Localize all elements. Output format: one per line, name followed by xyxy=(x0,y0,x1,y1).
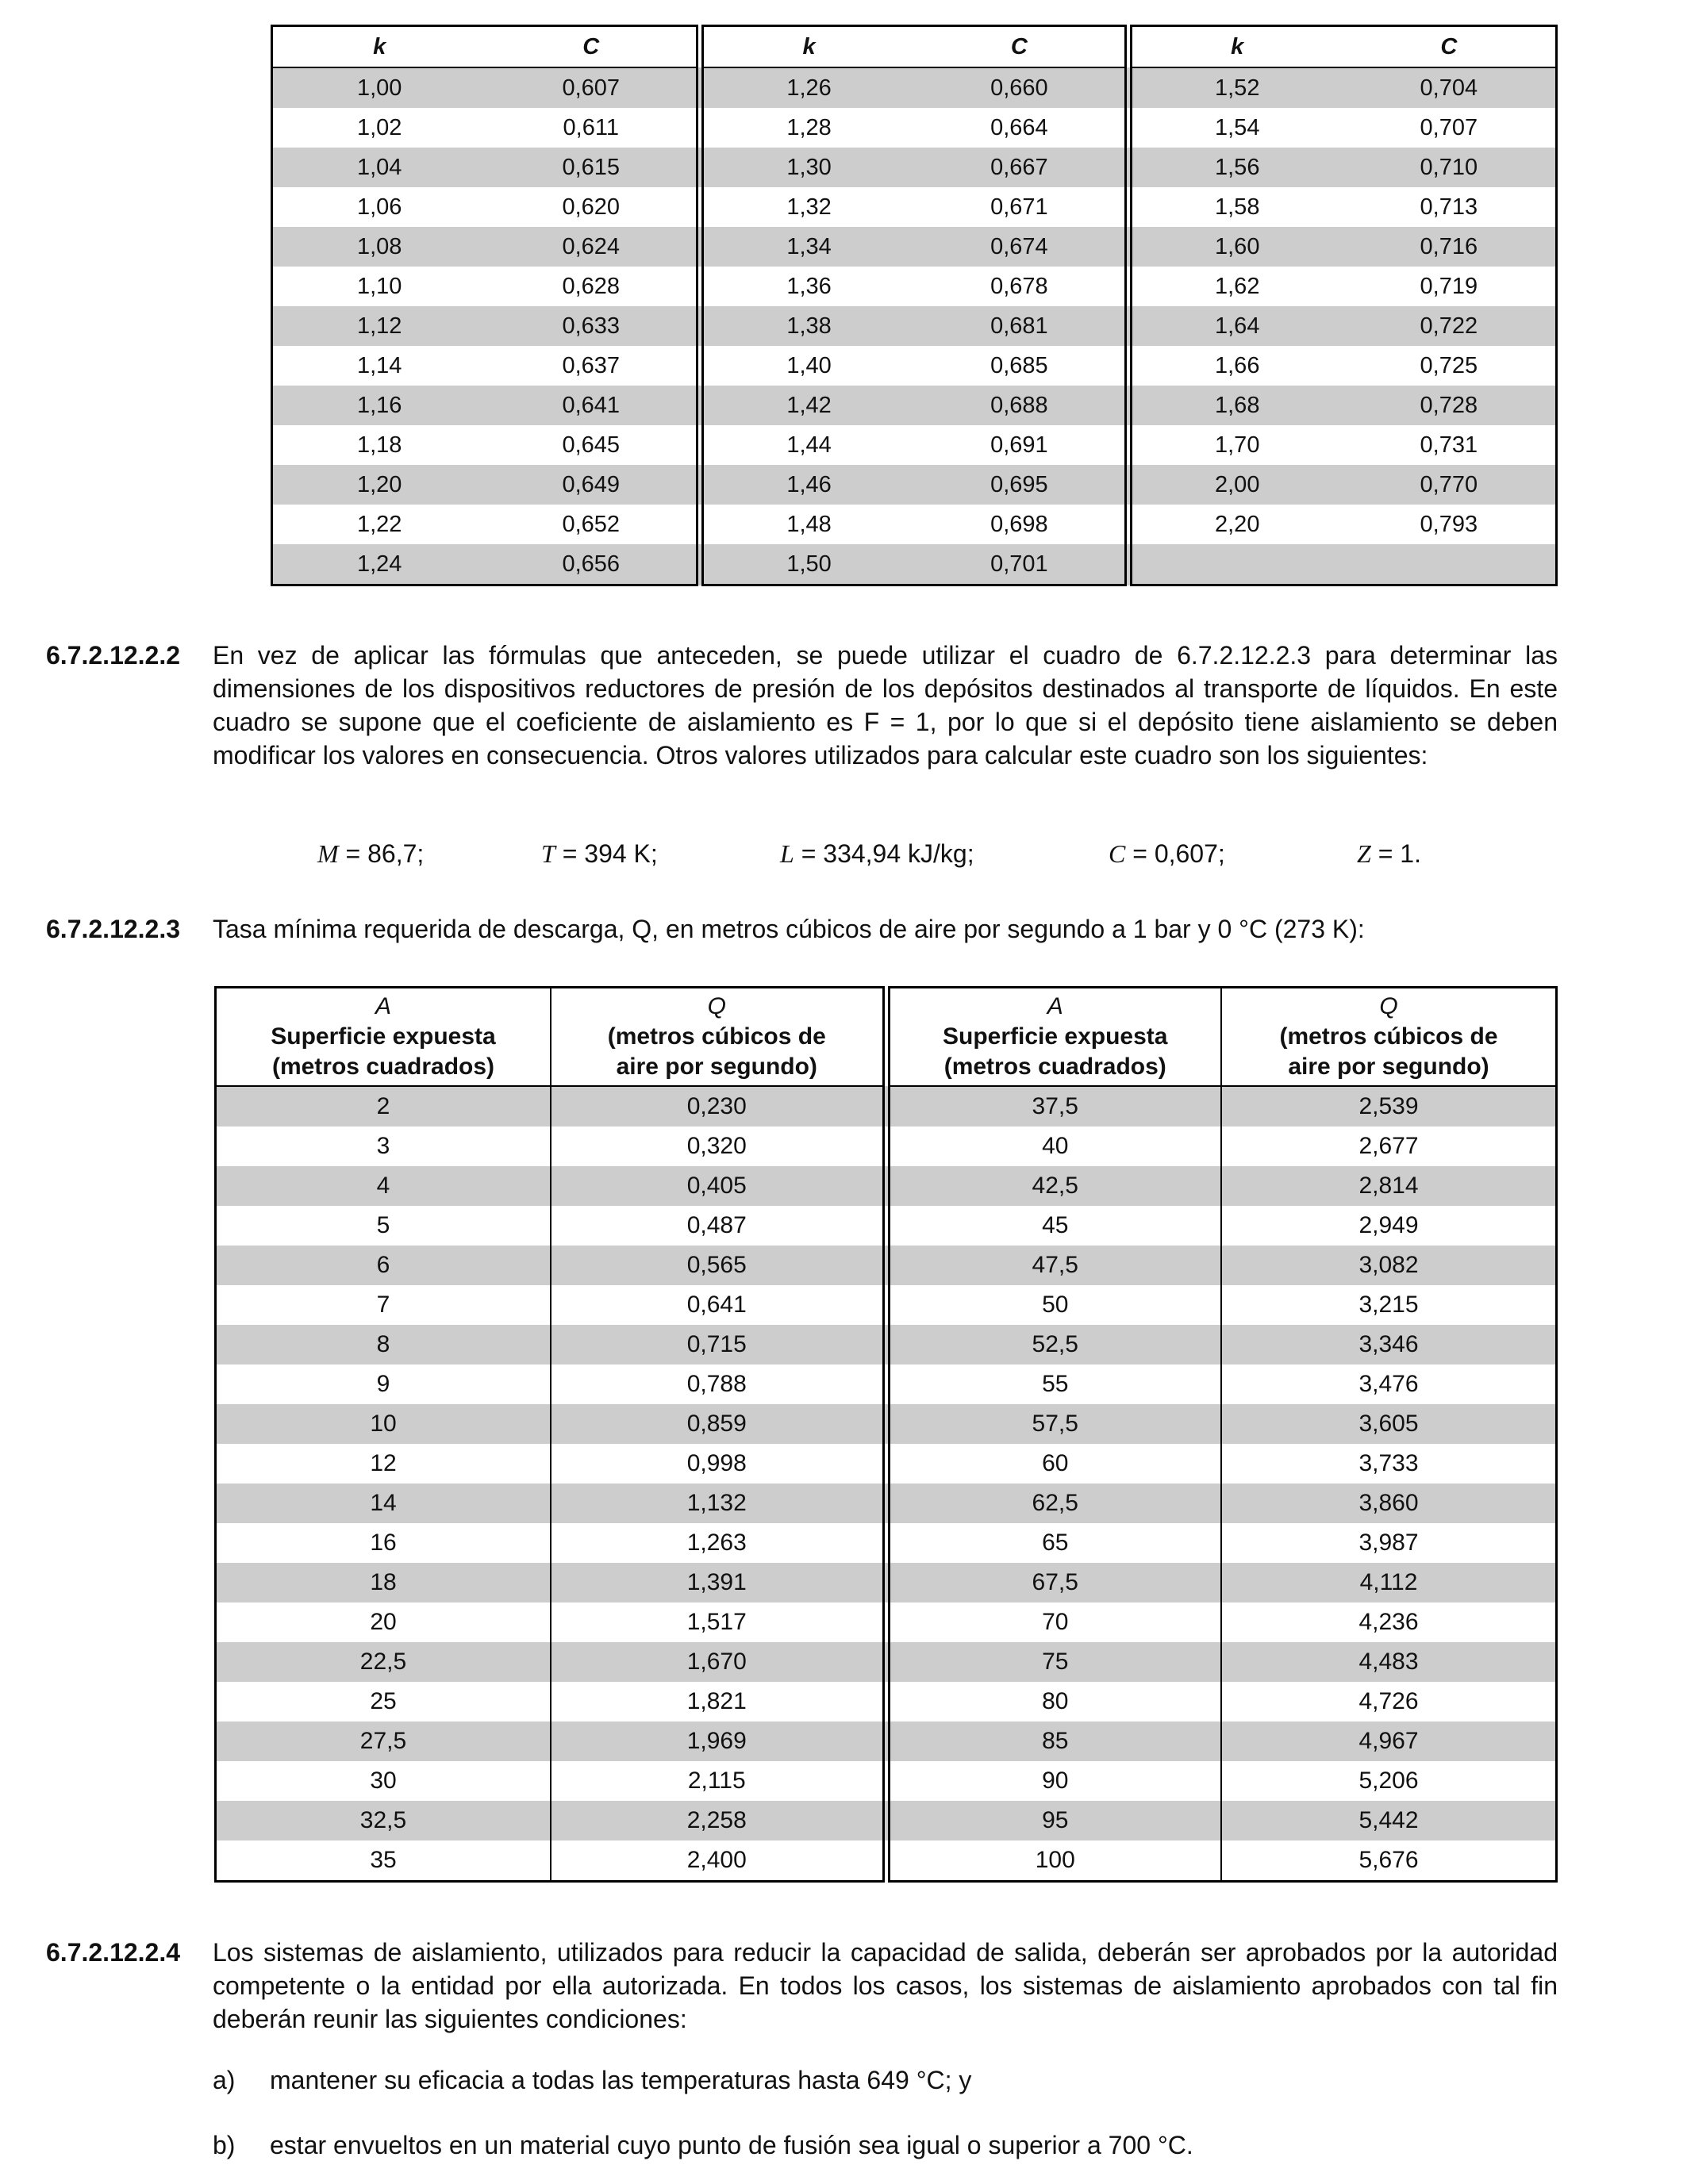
table-cell: 0,320 xyxy=(551,1127,886,1166)
table-header-row xyxy=(216,988,1557,1087)
table-cell: 0,859 xyxy=(551,1404,886,1444)
table-cell: 1,12 xyxy=(272,306,486,346)
table-cell: 1,821 xyxy=(551,1682,886,1721)
table-row xyxy=(216,1246,1557,1285)
table-cell: 0,698 xyxy=(914,505,1128,544)
variable-t: T xyxy=(541,839,555,868)
table-cell: 0,793 xyxy=(1420,511,1478,537)
table-cell: 0,615 xyxy=(486,148,700,187)
table-row xyxy=(216,1206,1557,1246)
table-cell: 37,5 xyxy=(886,1086,1222,1127)
table-cell: 4 xyxy=(216,1166,551,1206)
table-cell: 1,30 xyxy=(700,148,914,187)
variable-c: C xyxy=(1109,839,1126,868)
table-cell: 2,258 xyxy=(551,1801,886,1840)
table-cell: 1,64 xyxy=(1128,306,1343,346)
table-cell: 20 xyxy=(216,1602,551,1642)
table-cell: 0,678 xyxy=(914,267,1128,306)
table-cell: 14 xyxy=(216,1484,551,1523)
table-row xyxy=(216,1602,1557,1642)
table-cell: 5 xyxy=(216,1206,551,1246)
table-cell: 1,26 xyxy=(700,67,914,108)
table-cell: 1,62 xyxy=(1215,273,1260,299)
table-row xyxy=(272,346,1557,386)
table-cell: 0,656 xyxy=(486,544,700,585)
table-row xyxy=(272,187,1557,227)
table-cell: 1,44 xyxy=(786,432,832,458)
table-cell: 52,5 xyxy=(886,1325,1222,1365)
table-cell: 1,263 xyxy=(551,1523,886,1563)
formula-m xyxy=(317,839,424,869)
table-cell: 0,681 xyxy=(914,306,1128,346)
table-cell: 100 xyxy=(886,1840,1222,1882)
table-row xyxy=(216,1840,1557,1882)
table-cell: 0,722 xyxy=(1343,306,1557,346)
table-cell: 1,391 xyxy=(551,1563,886,1602)
table-cell: 1,04 xyxy=(272,148,486,187)
table-cell: 1,517 xyxy=(551,1602,886,1642)
header-line-1: Superficie expuesta xyxy=(943,1023,1168,1050)
header-line-1: (metros cúbicos de xyxy=(607,1023,826,1050)
table-cell: 3,733 xyxy=(1358,1450,1419,1476)
list-label: b) xyxy=(213,2131,236,2159)
table-row xyxy=(216,1642,1557,1682)
table-cell: 0,716 xyxy=(1343,227,1557,267)
header-variable: Q xyxy=(707,993,726,1019)
paragraph-text: Tasa mínima requerida de descarga, Q, en metros cúbicos de aire por segundo a 1 bar y 0 °C (273 K): xyxy=(213,915,1365,943)
table-cell: 1,22 xyxy=(356,511,402,537)
table-cell: 3,082 xyxy=(1221,1246,1557,1285)
table-cell: 1,02 xyxy=(356,114,402,140)
table-cell: 0,641 xyxy=(551,1285,886,1325)
table-row xyxy=(216,1484,1557,1523)
value-t: = 394 K; xyxy=(555,839,658,868)
table-cell: 0,649 xyxy=(486,465,700,505)
formula-l xyxy=(780,839,974,869)
header-line-1: (metros cúbicos de xyxy=(1279,1023,1498,1050)
table-cell: 1,06 xyxy=(356,194,402,220)
value-z: = 1. xyxy=(1370,839,1421,868)
table-cell: 1,08 xyxy=(272,227,486,267)
table-cell: 0,719 xyxy=(1420,273,1478,299)
header-line-1: Superficie expuesta xyxy=(271,1023,496,1050)
table-cell: 0,731 xyxy=(1420,432,1478,458)
table-cell: 0,405 xyxy=(551,1166,886,1206)
table-cell: 62,5 xyxy=(886,1484,1222,1523)
paragraph-6-7-2-12-2-4 xyxy=(46,1936,1558,2036)
table-row xyxy=(272,67,1557,108)
table-cell: 1,670 xyxy=(551,1642,886,1682)
table-cell xyxy=(1128,544,1343,585)
table-cell: 0,667 xyxy=(914,148,1128,187)
table-cell: 22,5 xyxy=(216,1642,551,1682)
table-row xyxy=(216,1127,1557,1166)
table-cell: 10 xyxy=(216,1404,551,1444)
table-cell: 0,628 xyxy=(486,267,700,306)
table-cell: 1,32 xyxy=(786,194,832,220)
column-header-discharge xyxy=(551,988,886,1087)
table-row xyxy=(272,267,1557,306)
table-cell: 1,132 xyxy=(551,1484,886,1523)
table-cell xyxy=(1343,544,1557,585)
table-cell: 80 xyxy=(886,1682,1222,1721)
table-row xyxy=(216,1721,1557,1761)
value-l: = 334,94 kJ/kg; xyxy=(794,839,974,868)
table-row xyxy=(216,1086,1557,1127)
table-cell: 1,28 xyxy=(786,114,832,140)
table-cell: 1,50 xyxy=(700,544,914,585)
table-cell: 0,660 xyxy=(914,67,1128,108)
column-header-discharge xyxy=(1221,988,1557,1087)
list-text: estar envueltos en un material cuyo punto de fusión sea igual o superior a 700 °C. xyxy=(270,2131,1193,2159)
table-cell: 1,68 xyxy=(1128,386,1343,425)
column-header-k: k xyxy=(272,26,486,68)
table-cell: 3,605 xyxy=(1221,1404,1557,1444)
paragraph-number: 6.7.2.12.2.4 xyxy=(46,1938,181,1967)
value-c: = 0,607; xyxy=(1125,839,1225,868)
table-row xyxy=(216,1523,1557,1563)
table-cell: 0,715 xyxy=(551,1325,886,1365)
header-variable: Q xyxy=(1379,993,1398,1019)
table-cell: 0,664 xyxy=(914,108,1128,148)
table-cell: 2,677 xyxy=(1358,1133,1419,1159)
table-cell: 4,726 xyxy=(1358,1688,1419,1714)
table-cell: 7 xyxy=(216,1285,551,1325)
table-cell: 0,607 xyxy=(486,67,700,108)
table-cell: 2,00 xyxy=(1128,465,1343,505)
table-cell: 1,18 xyxy=(356,432,402,458)
table-cell: 9 xyxy=(216,1365,551,1404)
table-cell: 0,685 xyxy=(914,346,1128,386)
table-cell: 4,967 xyxy=(1221,1721,1557,1761)
table-cell: 0,770 xyxy=(1343,465,1557,505)
table-row xyxy=(216,1444,1557,1484)
table-cell: 1,58 xyxy=(1215,194,1260,220)
table-cell: 0,624 xyxy=(486,227,700,267)
header-variable: A xyxy=(1047,993,1063,1019)
table-cell: 3,476 xyxy=(1358,1371,1419,1397)
table-cell: 1,20 xyxy=(272,465,486,505)
table-cell: 1,52 xyxy=(1128,67,1343,108)
table-cell: 0,487 xyxy=(551,1206,886,1246)
table-cell: 1,38 xyxy=(700,306,914,346)
table-cell: 0,671 xyxy=(914,187,1128,227)
table-cell: 0,713 xyxy=(1420,194,1478,220)
formula-z xyxy=(1357,839,1421,869)
table-cell: 0,633 xyxy=(486,306,700,346)
table-row xyxy=(216,1563,1557,1602)
table-cell: 5,442 xyxy=(1221,1801,1557,1840)
table-cell: 32,5 xyxy=(216,1801,551,1840)
discharge-rate-table xyxy=(214,986,1558,1883)
table-cell: 60 xyxy=(886,1444,1222,1484)
table-cell: 3 xyxy=(216,1127,551,1166)
table-cell: 40 xyxy=(886,1127,1222,1166)
table-row xyxy=(272,227,1557,267)
table-cell: 0,710 xyxy=(1343,148,1557,187)
table-cell: 1,42 xyxy=(700,386,914,425)
table-cell: 55 xyxy=(886,1365,1222,1404)
table-cell: 50 xyxy=(886,1285,1222,1325)
column-header-c: C xyxy=(486,26,700,68)
column-header-c: C xyxy=(1343,26,1557,68)
table-row xyxy=(216,1365,1557,1404)
table-cell: 1,24 xyxy=(272,544,486,585)
table-row xyxy=(272,425,1557,465)
table-row xyxy=(216,1285,1557,1325)
paragraph-number: 6.7.2.12.2.3 xyxy=(46,915,181,943)
table-row xyxy=(216,1682,1557,1721)
formula-t xyxy=(541,839,658,869)
table-cell: 12 xyxy=(216,1444,551,1484)
table-row xyxy=(272,108,1557,148)
header-line-2: aire por segundo) xyxy=(1288,1054,1489,1080)
table-cell: 8 xyxy=(216,1325,551,1365)
table-cell: 27,5 xyxy=(216,1721,551,1761)
table-cell: 35 xyxy=(216,1840,551,1882)
formula-c xyxy=(1109,839,1225,869)
table-cell: 3,860 xyxy=(1221,1484,1557,1523)
header-variable: A xyxy=(375,993,391,1019)
variable-z: Z xyxy=(1357,839,1371,868)
table-cell: 0,637 xyxy=(486,346,700,386)
table-cell: 4,112 xyxy=(1221,1563,1557,1602)
table-cell: 2,115 xyxy=(551,1761,886,1801)
table-header-row xyxy=(272,26,1557,68)
table-cell: 1,00 xyxy=(272,67,486,108)
paragraph-text: En vez de aplicar las fórmulas que anteceden, se puede utilizar el cuadro de 6.7.2.12.2.3 para determinar las dimensiones de los dispositivos reductores de presión de los depósitos destinados al transporte de líquidos. En este cuadro se supone que el coeficiente de aislamiento es F = 1, por lo que si el depósito tiene aislamiento se deben modificar los valores en consecuencia. Otros valores utilizados para calcular este cuadro son los siguientes: xyxy=(213,641,1558,770)
table-row xyxy=(272,544,1557,585)
column-header-k: k xyxy=(700,26,914,68)
variable-m: M xyxy=(317,839,339,868)
table-row xyxy=(216,1801,1557,1840)
table-cell: 1,10 xyxy=(356,273,402,299)
table-row xyxy=(216,1325,1557,1365)
table-cell: 1,48 xyxy=(786,511,832,537)
table-cell: 0,688 xyxy=(914,386,1128,425)
table-cell: 1,66 xyxy=(1215,352,1260,378)
header-line-2: aire por segundo) xyxy=(616,1054,817,1080)
table-cell: 4,236 xyxy=(1358,1609,1419,1635)
paragraph-6-7-2-12-2-2 xyxy=(46,639,1558,772)
table-cell: 25 xyxy=(216,1682,551,1721)
table-cell: 70 xyxy=(886,1602,1222,1642)
table-cell: 3,987 xyxy=(1358,1530,1419,1556)
table-cell: 2,539 xyxy=(1221,1086,1557,1127)
table-cell: 5,206 xyxy=(1358,1768,1419,1794)
table-cell: 0,998 xyxy=(551,1444,886,1484)
table-cell: 2 xyxy=(216,1086,551,1127)
table-row xyxy=(272,386,1557,425)
paragraph-number: 6.7.2.12.2.2 xyxy=(46,641,181,670)
table-cell: 3,215 xyxy=(1358,1292,1419,1318)
table-cell: 0,565 xyxy=(551,1246,886,1285)
table-row xyxy=(216,1166,1557,1206)
table-cell: 0,641 xyxy=(486,386,700,425)
table-cell: 47,5 xyxy=(886,1246,1222,1285)
table-cell: 2,949 xyxy=(1358,1212,1419,1238)
table-cell: 0,691 xyxy=(914,425,1128,465)
column-header-k: k xyxy=(1128,26,1343,68)
table-cell: 0,704 xyxy=(1343,67,1557,108)
table-cell: 2,20 xyxy=(1215,511,1260,537)
paragraph-6-7-2-12-2-3 xyxy=(46,912,1558,946)
table-cell: 6 xyxy=(216,1246,551,1285)
list-item-a xyxy=(213,2063,971,2097)
header-line-2: (metros cuadrados) xyxy=(271,1054,495,1080)
table-cell: 0,674 xyxy=(914,227,1128,267)
table-cell: 45 xyxy=(886,1206,1222,1246)
table-row xyxy=(272,505,1557,544)
table-cell: 2,400 xyxy=(551,1840,886,1882)
table-cell: 16 xyxy=(216,1523,551,1563)
table-cell: 18 xyxy=(216,1563,551,1602)
variable-l: L xyxy=(780,839,794,868)
table-cell: 0,652 xyxy=(486,505,700,544)
table-cell: 1,969 xyxy=(551,1721,886,1761)
table-cell: 4,483 xyxy=(1221,1642,1557,1682)
table-row xyxy=(216,1404,1557,1444)
table-row xyxy=(272,306,1557,346)
table-cell: 67,5 xyxy=(886,1563,1222,1602)
table-cell: 75 xyxy=(886,1642,1222,1682)
paragraph-text: Los sistemas de aislamiento, utilizados para reducir la capacidad de salida, deberán ser aprobados por la autoridad competente o la entidad por ella autorizada. En todos los casos, los sistemas de aislamiento aprobados con tal fin deberán reunir las siguientes condiciones: xyxy=(213,1938,1558,2033)
table-cell: 42,5 xyxy=(886,1166,1222,1206)
table-cell: 1,40 xyxy=(786,352,832,378)
table-cell: 0,695 xyxy=(914,465,1128,505)
value-m: = 86,7; xyxy=(338,839,425,868)
table-cell: 5,676 xyxy=(1358,1847,1419,1873)
table-cell: 1,54 xyxy=(1215,114,1260,140)
table-cell: 0,728 xyxy=(1343,386,1557,425)
table-cell: 0,645 xyxy=(486,425,700,465)
table-cell: 0,620 xyxy=(486,187,700,227)
column-header-area xyxy=(886,988,1222,1087)
header-line-2: (metros cuadrados) xyxy=(943,1054,1166,1080)
table-cell: 1,46 xyxy=(700,465,914,505)
table-cell: 0,788 xyxy=(551,1365,886,1404)
table-cell: 0,725 xyxy=(1420,352,1478,378)
table-cell: 1,16 xyxy=(272,386,486,425)
table-cell: 0,707 xyxy=(1420,114,1478,140)
column-header-c: C xyxy=(914,26,1128,68)
k-c-coefficient-table xyxy=(271,25,1558,586)
table-cell: 0,230 xyxy=(551,1086,886,1127)
table-cell: 85 xyxy=(886,1721,1222,1761)
table-cell: 1,70 xyxy=(1215,432,1260,458)
table-row xyxy=(272,148,1557,187)
table-cell: 0,611 xyxy=(486,108,700,148)
table-cell: 1,36 xyxy=(786,273,832,299)
table-cell: 90 xyxy=(886,1761,1222,1801)
table-cell: 65 xyxy=(886,1523,1222,1563)
list-label: a) xyxy=(213,2066,236,2094)
table-cell: 1,14 xyxy=(356,352,402,378)
table-cell: 57,5 xyxy=(886,1404,1222,1444)
list-item-b xyxy=(213,2128,1193,2162)
table-cell: 1,56 xyxy=(1128,148,1343,187)
table-cell: 3,346 xyxy=(1221,1325,1557,1365)
table-row xyxy=(216,1761,1557,1801)
table-row xyxy=(272,465,1557,505)
table-cell: 0,701 xyxy=(914,544,1128,585)
table-cell: 95 xyxy=(886,1801,1222,1840)
column-header-area xyxy=(216,988,551,1087)
table-cell: 1,34 xyxy=(700,227,914,267)
list-text: mantener su eficacia a todas las temperaturas hasta 649 °C; y xyxy=(270,2066,972,2094)
table-cell: 2,814 xyxy=(1221,1166,1557,1206)
table-cell: 1,60 xyxy=(1128,227,1343,267)
table-cell: 30 xyxy=(216,1761,551,1801)
